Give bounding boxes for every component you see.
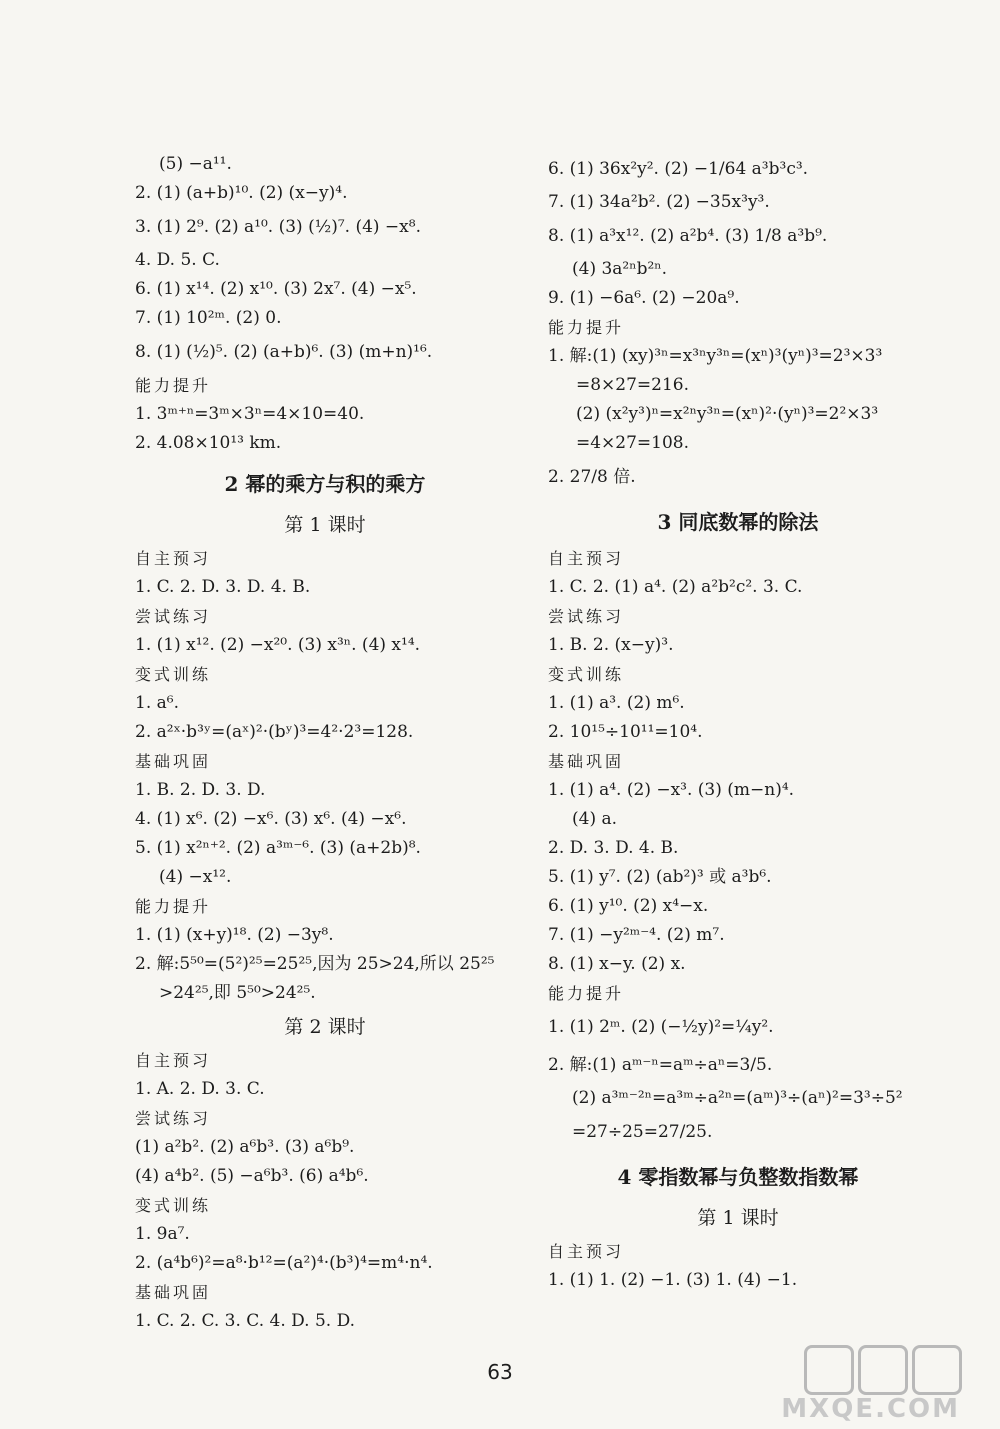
answer-line: 1. (1) a⁴. (2) −x³. (3) (m−n)⁴. [548, 780, 795, 800]
section-label: 变式训练 [135, 665, 212, 684]
section-label: 变式训练 [135, 1196, 212, 1215]
answer-line: 1. B. 2. D. 3. D. [135, 780, 266, 800]
answer-line: (2) a³ᵐ⁻²ⁿ=a³ᵐ÷a²ⁿ=(aᵐ)³÷(aⁿ)²=3³÷5² [572, 1088, 903, 1108]
answer-line: 8. (1) a³x¹². (2) a²b⁴. (3) 1/8 a³b⁹. [548, 226, 828, 246]
section-label: 尝试练习 [135, 607, 212, 626]
answer-line: 2. (1) (a+b)¹⁰. (2) (x−y)⁴. [135, 183, 348, 203]
left-column [135, 150, 515, 1336]
answer-line: 1. a⁶. [135, 693, 179, 713]
section-label: 自主预习 [548, 549, 625, 568]
answer-line: 4. D. 5. C. [135, 250, 220, 270]
answer-line: 8. (1) (½)⁵. (2) (a+b)⁶. (3) (m+n)¹⁶. [135, 342, 433, 362]
answer-line: (4) −x¹². [159, 867, 232, 887]
answer-line: 1. C. 2. (1) a⁴. (2) a²b²c². 3. C. [548, 577, 803, 597]
answer-line: 5. (1) x²ⁿ⁺². (2) a³ᵐ⁻⁶. (3) (a+2b)⁸. [135, 838, 421, 858]
answer-line: =8×27=216. [576, 375, 690, 395]
answer-line: 8. (1) x−y. (2) x. [548, 954, 686, 974]
section-label: 尝试练习 [135, 1109, 212, 1128]
answer-line: 2. 解:(1) aᵐ⁻ⁿ=aᵐ÷aⁿ=3/5. [548, 1055, 773, 1075]
lesson-title: 第 2 课时 [284, 1016, 366, 1038]
section-label: 基础巩固 [548, 752, 625, 771]
right-column [548, 150, 928, 1295]
section-label: 基础巩固 [135, 752, 212, 771]
answer-line: 1. (1) 2ᵐ. (2) (−½y)²=¼y². [548, 1017, 774, 1037]
answer-line: 2. (a⁴b⁶)²=a⁸·b¹²=(a²)⁴·(b³)⁴=m⁴·n⁴. [135, 1253, 433, 1273]
answer-line: 2. 解:5⁵⁰=(5²)²⁵=25²⁵,因为 25>24,所以 25²⁵ [135, 954, 495, 974]
section-label: 能力提升 [548, 984, 625, 1003]
section-label: 基础巩固 [135, 1283, 212, 1302]
answer-line: 2. a²ˣ·b³ʸ=(aˣ)²·(bʸ)³=4²·2³=128. [135, 722, 414, 742]
answer-line: 1. 3ᵐ⁺ⁿ=3ᵐ×3ⁿ=4×10=40. [135, 404, 365, 424]
answer-line: (5) −a¹¹. [159, 154, 232, 174]
section-label: 能力提升 [135, 376, 212, 395]
answer-line: (1) a²b². (2) a⁶b³. (3) a⁶b⁹. [135, 1137, 355, 1157]
answer-line: 6. (1) y¹⁰. (2) x⁴−x. [548, 896, 709, 916]
answer-line: 6. (1) 36x²y². (2) −1/64 a³b³c³. [548, 159, 809, 179]
answer-line: 2. 10¹⁵÷10¹¹=10⁴. [548, 722, 703, 742]
page-number: 63 [487, 1360, 513, 1384]
answer-line: 1. C. 2. D. 3. D. 4. B. [135, 577, 311, 597]
section-label: 自主预习 [135, 1051, 212, 1070]
answer-line: 1. (1) 1. (2) −1. (3) 1. (4) −1. [548, 1270, 798, 1290]
answer-line: 1. 9a⁷. [135, 1224, 190, 1244]
lesson-title: 第 1 课时 [697, 1207, 779, 1229]
lesson-title: 第 1 课时 [284, 514, 366, 536]
answer-line: (4) a. [572, 809, 618, 829]
answer-line: 1. C. 2. C. 3. C. 4. D. 5. D. [135, 1311, 356, 1331]
answer-line: 2. 4.08×10¹³ km. [135, 433, 282, 453]
answer-line: 4. (1) x⁶. (2) −x⁶. (3) x⁶. (4) −x⁶. [135, 809, 407, 829]
answer-line: 7. (1) 10²ᵐ. (2) 0. [135, 308, 282, 328]
answer-line: 2. 27/8 倍. [548, 467, 636, 487]
watermark-logo-icon [804, 1345, 962, 1395]
section-label: 变式训练 [548, 665, 625, 684]
answer-line: 1. (1) (x+y)¹⁸. (2) −3y⁸. [135, 925, 334, 945]
section-title: 2 幂的乘方与积的乘方 [224, 472, 426, 496]
answer-line: 7. (1) 34a²b². (2) −35x³y³. [548, 192, 770, 212]
section-label: 自主预习 [548, 1242, 625, 1261]
answer-line: 1. B. 2. (x−y)³. [548, 635, 674, 655]
section-label: 能力提升 [548, 318, 625, 337]
answer-line: 1. A. 2. D. 3. C. [135, 1079, 265, 1099]
answer-line: 1. 解:(1) (xy)³ⁿ=x³ⁿy³ⁿ=(xⁿ)³(yⁿ)³=2³×3³ [548, 346, 883, 366]
answer-line: =4×27=108. [576, 433, 690, 453]
watermark-text: MXQE.COM [781, 1394, 960, 1424]
answer-line: (4) 3a²ⁿb²ⁿ. [572, 259, 668, 279]
answer-line: =27÷25=27/25. [572, 1122, 713, 1142]
section-label: 能力提升 [135, 897, 212, 916]
answer-line: >24²⁵,即 5⁵⁰>24²⁵. [159, 983, 316, 1003]
answer-line: 3. (1) 2⁹. (2) a¹⁰. (3) (½)⁷. (4) −x⁸. [135, 217, 421, 237]
answer-line: 2. D. 3. D. 4. B. [548, 838, 679, 858]
section-label: 自主预习 [135, 549, 212, 568]
answer-line: 9. (1) −6a⁶. (2) −20a⁹. [548, 288, 740, 308]
section-title: 4 零指数幂与负整数指数幂 [617, 1165, 859, 1189]
answer-line: 7. (1) −y²ᵐ⁻⁴. (2) m⁷. [548, 925, 725, 945]
answer-line: 1. (1) a³. (2) m⁶. [548, 693, 685, 713]
answer-line: (4) a⁴b². (5) −a⁶b³. (6) a⁴b⁶. [135, 1166, 369, 1186]
answer-line: 5. (1) y⁷. (2) (ab²)³ 或 a³b⁶. [548, 867, 772, 887]
section-label: 尝试练习 [548, 607, 625, 626]
answer-line: 6. (1) x¹⁴. (2) x¹⁰. (3) 2x⁷. (4) −x⁵. [135, 279, 417, 299]
answer-line: 1. (1) x¹². (2) −x²⁰. (3) x³ⁿ. (4) x¹⁴. [135, 635, 421, 655]
section-title: 3 同底数幂的除法 [657, 510, 819, 534]
answer-line: (2) (x²y³)ⁿ=x²ⁿy³ⁿ=(xⁿ)²·(yⁿ)³=2²×3³ [576, 404, 879, 424]
